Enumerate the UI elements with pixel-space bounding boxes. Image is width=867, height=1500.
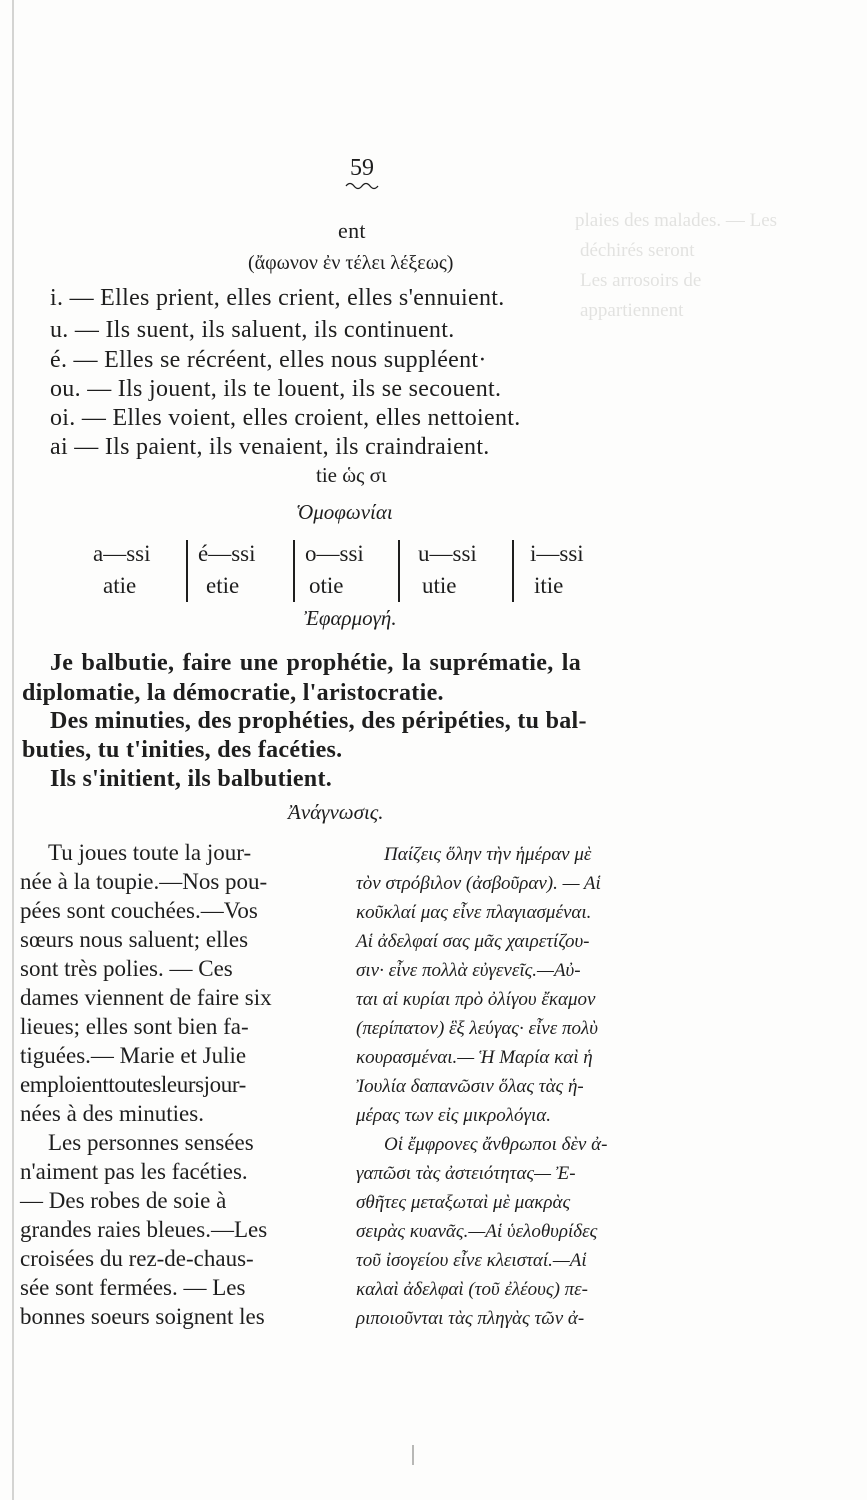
show-through-text: déchirés seront <box>580 240 695 261</box>
reading-heading: Ἀνάγνωσις. <box>288 800 384 824</box>
homophone-cell <box>530 538 584 602</box>
greek-line: τοῦ ἰσογείου εἶνε κλεισταί.—Αἱ <box>356 1250 587 1271</box>
greek-line: Αἱ ἀδελφαί σας μᾶς χαιρετίζου- <box>356 931 590 952</box>
homophone-sound: o—ssi <box>305 541 364 566</box>
french-line: nées à des minuties. <box>20 1101 204 1126</box>
page-number: 59 <box>350 155 374 181</box>
tie-rule: tie ὡς σι <box>316 463 387 487</box>
application-line: Je balbutie, faire une prophétie, la suprématie, la <box>50 650 582 676</box>
example-line: ou. — Ils jouent, ils te louent, ils se secouent. <box>50 376 502 402</box>
french-line: grandes raies bleues.—Les <box>20 1217 268 1242</box>
french-line: pées sont couchées.—Vos <box>20 898 258 923</box>
reading-french-column <box>20 838 340 1331</box>
greek-line: ται αἱ κυρίαι πρὸ ὀλίγου ἔκαμον <box>356 989 596 1010</box>
french-line: emploienttoutesleursjour- <box>20 1072 246 1097</box>
homophones-heading: Ὁμοφωνίαι <box>296 500 393 524</box>
french-line: lieues; elles sont bien fa- <box>20 1014 249 1039</box>
french-line: Les personnes sensées <box>48 1130 254 1155</box>
application-heading: Ἐφαρμογή. <box>304 606 397 630</box>
ornament-tilde <box>345 180 379 190</box>
french-line: n'aiment pas les facéties. <box>20 1159 248 1184</box>
french-line: bonnes soeurs soignent les <box>20 1304 265 1329</box>
example-line: é. — Elles se récréent, elles nous suppléent· <box>50 347 487 373</box>
greek-line: κοῦκλαί μας εἶνε πλαγιασμέναι. <box>356 902 592 923</box>
page-gutter-edge <box>12 0 14 1500</box>
greek-line: μέρας των εἰς μικρολόγια. <box>356 1105 551 1126</box>
homophone-spelling: itie <box>534 573 564 598</box>
greek-line: (περίπατον) ἓξ λεύγας· εἶνε πολὺ <box>356 1018 598 1039</box>
paper-mark <box>412 1445 414 1465</box>
homophone-cell <box>418 538 477 602</box>
greek-line: κουρασμέναι.— Ἡ Μαρία καὶ ἡ <box>356 1047 593 1068</box>
homophone-sound: i—ssi <box>530 541 584 566</box>
french-line: sœurs nous saluent; elles <box>20 927 249 952</box>
homophone-sound: u—ssi <box>418 541 477 566</box>
greek-line: ριποιοῦνται τὰς πληγὰς τῶν ἀ- <box>356 1308 585 1329</box>
example-line: ai — Ils paient, ils venaient, ils craindraient. <box>50 434 490 460</box>
show-through-text: appartiennent <box>580 300 684 321</box>
homophone-spelling: utie <box>422 573 457 598</box>
show-through-text: plaies des malades. — Les <box>575 210 778 231</box>
table-divider <box>512 540 514 602</box>
reading-greek-column <box>356 840 866 1333</box>
greek-line: σιν· εἶνε πολλὰ εὐγενεῖς.—Αὐ- <box>356 960 581 981</box>
greek-line: σειρὰς κυανᾶς.—Αἱ ὑελοθυρίδες <box>356 1221 598 1242</box>
table-divider <box>293 540 295 602</box>
example-line: oi. — Elles voient, elles croient, elles nettoient. <box>50 405 521 431</box>
homophone-spelling: etie <box>206 573 240 598</box>
homophone-cell <box>198 538 256 602</box>
application-line: diplomatie, la démocratie, l'aristocratie. <box>22 680 444 706</box>
greek-line: γαπῶσι τὰς ἀστειότητας— Ἐ- <box>356 1163 576 1184</box>
example-line: u. — Ils suent, ils saluent, ils continuent. <box>50 317 455 343</box>
french-line: née à la toupie.—Nos pou- <box>20 869 268 894</box>
ending-heading: ent <box>338 218 366 243</box>
french-line: Tu joues toute la jour- <box>48 840 252 865</box>
show-through-text: Les arrosoirs de <box>580 270 702 291</box>
greek-line: Παίζεις ὅλην τὴν ἡμέραν μὲ <box>384 844 592 865</box>
homophone-spelling: otie <box>309 573 344 598</box>
homophone-spelling: atie <box>103 573 137 598</box>
greek-line: καλαὶ ἀδελφαὶ (τοῦ ἐλέους) πε- <box>356 1279 588 1300</box>
example-line: i. — Elles prient, elles crient, elles s'ennuient. <box>50 285 505 311</box>
french-line: sont très polies. — Ces <box>20 956 233 981</box>
greek-line: Ἰουλία δαπανῶσιν ὅλας τὰς ἡ- <box>356 1076 584 1097</box>
application-line: buties, tu t'inities, des facéties. <box>22 737 343 763</box>
french-line: sée sont fermées. — Les <box>20 1275 246 1300</box>
homophone-sound: a—ssi <box>93 541 151 566</box>
greek-line: Οἱ ἔμφρονες ἄνθρωποι δὲν ἀ- <box>384 1134 608 1155</box>
greek-line: σθῆτες μεταξωταὶ μὲ μακρὰς <box>356 1192 571 1213</box>
homophone-sound: é—ssi <box>198 541 256 566</box>
table-divider <box>186 540 188 602</box>
french-line: tiguées.— Marie et Julie <box>20 1043 247 1068</box>
french-line: dames viennent de faire six <box>20 985 272 1010</box>
ending-note: (ἄφωνον ἐν τέλει λέξεως) <box>248 252 454 274</box>
table-divider <box>398 540 400 602</box>
homophone-cell <box>93 538 151 602</box>
application-line: Ils s'initient, ils balbutient. <box>50 766 333 792</box>
application-line: Des minuties, des prophéties, des péripéties, tu bal- <box>50 708 587 734</box>
homophone-cell <box>305 538 364 602</box>
french-line: — Des robes de soie à <box>20 1188 227 1213</box>
greek-line: τὸν στρόβιλον (ἀσβοῦραν). — Αἱ <box>356 873 601 894</box>
french-line: croisées du rez-de-chaus- <box>20 1246 254 1271</box>
